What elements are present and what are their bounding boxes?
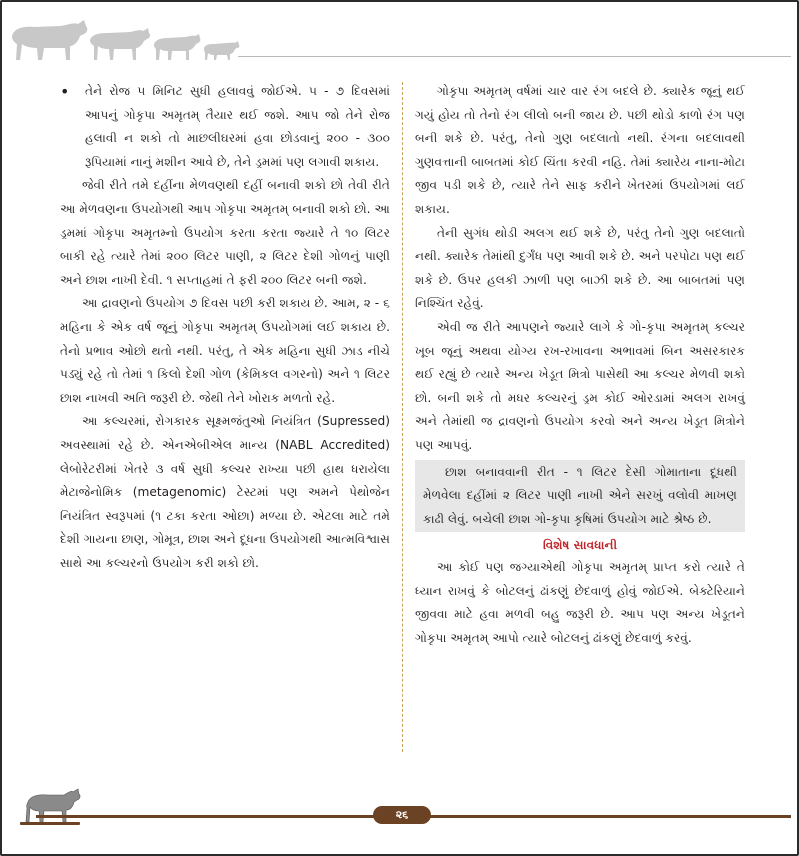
buttermilk-method-box: છાશ બનાવવાની રીત - ૧ લિટર દેસી ગોમાતાના દૂધથી મેળવેલા દહીંમાં ૨ લિટર પાણી નાખી એને સરખું વલોવી માખણ કાઢી લેવું. બચેલી છાશ ગો-કૃપા કૃષિમાં ઉપયોગ માટે શ્રેષ્ઠ છે. — [415, 460, 745, 533]
column-divider — [402, 82, 403, 752]
bullet-paragraph — [60, 80, 390, 174]
header-rule — [238, 56, 791, 57]
bullet-paragraph-text: તેને રોજ ૫ મિનિટ સુધી હલાવવું જોઈએ. ૫ - ૭ દિવસમાં આપનું ગોકૃપા અમૃતમ્ તૈયાર થઈ જશે. આપ જો તેને રોજ હલાવી ન શકો તો માછલીઘરમાં હવા છોડવાનું ૨૦૦ - ૩૦૦ રૂપિયામાં નાનું મશીન આવે છે, તેને ડ્રમમાં પણ લગાવી શકાય. — [85, 84, 390, 169]
bullet-icon: • — [60, 82, 70, 101]
paragraph: આ કોઈ પણ જગ્યાએથી ગોકૃપા અમૃતમ્ પ્રાપ્ત કરો ત્યારે તે ધ્યાન રાખવું કે બોટલનું ઢાંકણું છેદવાળું હોવું જોઈએ. બેક્ટેરિયાને જીવવા માટે હવા મળવી બહુ જરૂરી છે. આપ પણ અન્ય ખેડૂતને ગોકૃપા અમૃતમ્ આપો ત્યારે બોટલનું ઢાંકણું છેદવાળું કરવું. — [415, 560, 745, 646]
right-column — [415, 80, 745, 651]
paragraph: તેની સુગંધ થોડી અલગ થઈ શકે છે, પરંતુ તેનો ગુણ બદલાતો નથી. ક્યારેક તેમાંથી દુર્ગંધ પણ આવી શકે છે. અને પરપોટા પણ થઈ શકે છે. ઉપર હલકી ઝાળી પણ બાઝી શકે છે. આ બાબતમાં પણ નિશ્ચિંત રહેવું. — [415, 225, 745, 311]
page-number: ૨૬ — [373, 806, 431, 824]
paragraph: આ દ્રાવણનો ઉપયોગ ૭ દિવસ પછી કરી શકાય છે. આમ, ૨ - ૬ મહિના કે એક વર્ષ જૂનું ગોકૃપા અમૃતમ્ ઉપયોગમાં લઈ શકાય છે. તેનો પ્રભાવ ઓછો થતો નથી. પરંતુ, તે એક મહિના સુધી ઝાડ નીચે પડ્યું રહે તો તેમાં ૧ કિલો દેશી ગોળ (કેમિકલ વગરનો) અને ૧ લિટર છાશ નાખવી અતિ જરૂરી છે. જેથી તેને ખોરાક મળતો રહે. — [60, 296, 390, 405]
paragraph: ગોકૃપા અમૃતમ્ વર્ષમાં ચાર વાર રંગ બદલે છે. ક્યારેક જૂનું થઈ ગયું હોય તો તેનો રંગ લીલો બની જાય છે. પછી થોડો કાળો રંગ પણ બની શકે છે. પરંતુ, તેનો ગુણ બદલાતો નથી. રંગના બદલાવથી ગુણવત્તાની બાબતમાં કોઈ ચિંતા કરવી નહિ. તેમાં ક્યારેય નાના-મોટા જીવ પડી શકે છે, ત્યારે તેને સાફ કરીને ખેતરમાં ઉપયોગમાં લઈ શકાય. — [415, 84, 745, 216]
goat-icon — [18, 784, 86, 830]
section-title: વિશેષ સાવધાની — [542, 538, 618, 553]
paragraph: જેવી રીતે તમે દહીંના મેળવણથી દહીં બનાવી શકો છો તેવી રીતે આ મેળવણના ઉપયોગથી આપ ગોકૃપા અમૃતમ્ બનાવી શકો છો. આ ડ્રમમાં ગોકૃપા અમૃતમ્નો ઉપયોગ કરતા કરતા જ્યારે તે ૧૦ લિટર બાકી રહે ત્યારે તેમાં ૨૦૦ લિટર પાણી, ૨ લિટર દેશી ગોળનું પાણી અને છાશ નાખી દેવી. ૧ સપ્તાહમાં તે ફરી ૨૦૦ લિટર બની જશે. — [60, 178, 390, 287]
paragraph: આ કલ્ચરમાં, રોગકારક સૂક્ષ્મજંતુઓ નિયંત્રિત (Supressed) અવસ્થામાં રહે છે. એનએબીએલ માન્ય (NABL Accredited) લેબોરેટરીમાં ખેતરે ૩ વર્ષ સુધી કલ્ચર રાખ્યા પછી હાથ ધરાયેલા મેટાજેનોમિક (metagenomic) ટેસ્ટમાં પણ અમને પેથોજેન નિયંત્રિત સ્વરૂપમાં (૧ ટકા કરતા ઓછા) મળ્યા છે. એટલા માટે તમે દેશી ગાયના છાણ, ગોમૂત્ર, છાશ અને દૂધના ઉપયોગથી આત્મવિશ્વાસ સાથે આ કલ્ચરનો ઉપયોગ કરી શકો છો. — [60, 414, 390, 570]
paragraph: એવી જ રીતે આપણને જ્યારે લાગે કે ગો-કૃપા અમૃતમ્ કલ્ચર ખૂબ જૂનું અથવા યોગ્ય રખ-રખાવના અભાવમાં બિન અસરકારક થઈ રહ્યું છે ત્યારે અન્ય ખેડૂત મિત્રો પાસેથી આ કલ્ચર મેળવી શકો છો. બની શકે તો મધર કલ્ચરનું ડ્રમ કોઈ ઓરડામાં અલગ રાખવું અને તેમાંથી જ દ્રાવણનો ઉપયોગ કરવો અને અન્ય ખેડૂત મિત્રોને પણ આપવું. — [415, 319, 745, 452]
cattle-silhouettes-icon — [8, 14, 248, 64]
left-column — [60, 80, 390, 575]
